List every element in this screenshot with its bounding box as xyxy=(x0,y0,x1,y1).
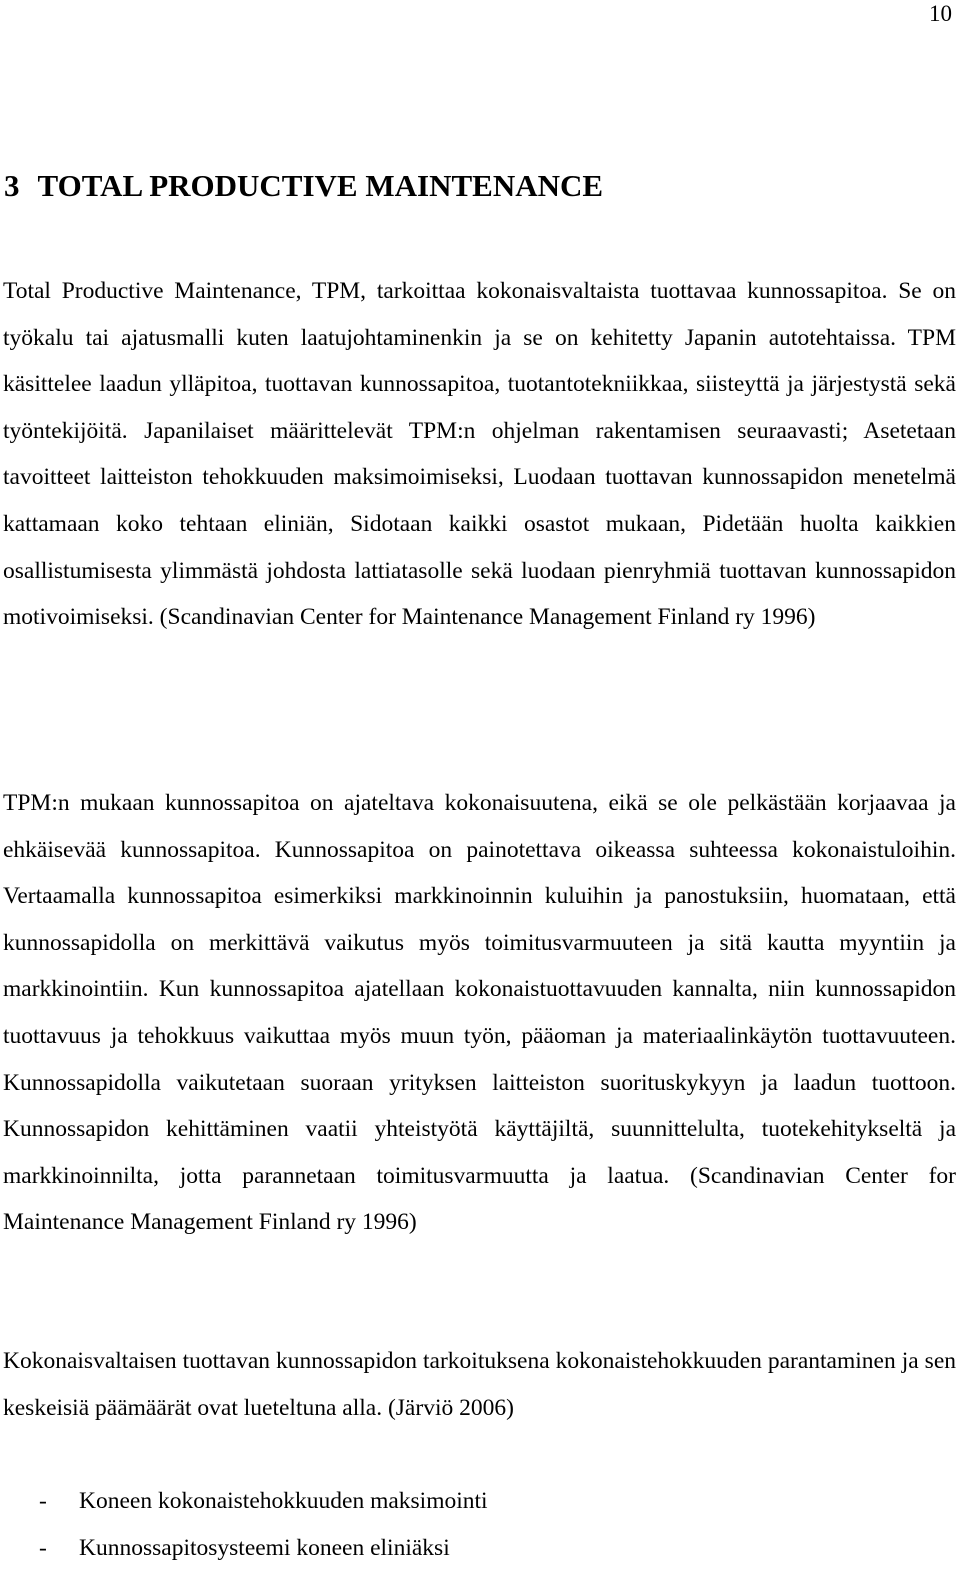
paragraph-maintenance-productivity: TPM:n mukaan kunnossapitoa on ajateltava kokonaisuutena, eikä se ole pelkästään korjaavaa ja ehkäisevää kunnossapitoa. Kunnossapitoa on painotettava oikeassa suhteessa kokonaistuloihin. Vertaamalla kunnossapitoa esimerkiksi markkinoinnin kuluihin ja panostuksiin, huomataan, että kunnossapidolla on merkittävä vaikutus myös toimitusvarmuuteen ja sitä kautta myyntiin ja markkinointiin. Kun kunnossapitoa ajatellaan kokonaistuottavuuden kannalta, niin kunnossapidon tuottavuus ja tehokkuus vaikuttaa myös muun työn, pääoman ja materiaalinkäytön tuottavuuteen. Kunnossapidolla vaikutetaan suoraan yrityksen laitteiston suorituskykyyn ja laadun tuottoon. Kunnossapidon kehittäminen vaatii yhteistyötä käyttäjiltä, suunnittelulta, tuotekehitykseltä ja markkinoinnilta, jotta parannetaan toimitusvarmuutta ja laatua. (Scandinavian Center for Maintenance Management Finland ry 1996) xyxy=(3,790,956,1236)
paragraph-goals-intro: Kokonaisvaltaisen tuottavan kunnossapidon tarkoituksena kokonaistehokkuuden parantaminen ja sen keskeisiä päämäärät ovat lueteltuna alla. (Järviö 2006) xyxy=(3,1348,956,1421)
list-bullet: - xyxy=(39,1534,47,1561)
section-number: 3 xyxy=(4,168,20,203)
page-number: 10 xyxy=(929,1,952,26)
paragraph-intro: Total Productive Maintenance, TPM, tarkoittaa kokonaisvaltaista tuottavaa kunnossapitoa. Se on työkalu tai ajatusmalli kuten laatujohtaminenkin ja se on kehitetty Japanin autotehtaissa. TPM käsittelee laadun ylläpitoa, tuottavan kunnossapitoa, tuotantotekniikkaa, siisteyttä ja järjestystä sekä työntekijöitä. Japanilaiset määrittelevät TPM:n ohjelman rakentamisen seuraavasti; Asetetaan tavoitteet laitteiston tehokkuuden maksimoimiseksi, Luodaan tuottavan kunnossapidon menetelmä kattamaan koko tehtaan eliniän, Sidotaan kaikki osastot mukaan, Pidetään huolta kaikkien osallistumisesta ylimmästä johdosta lattiatasolle sekä luodaan pienryhmiä tuottavan kunnossapidon motivoimiseksi. (Scandinavian Center for Maintenance Management Finland ry 1996) xyxy=(3,278,956,631)
list-item xyxy=(3,1525,488,1571)
list-item-text: Kunnossapitosysteemi koneen eliniäksi xyxy=(79,1534,450,1561)
list-bullet: - xyxy=(39,1488,47,1514)
goals-list xyxy=(3,1478,488,1571)
list-item xyxy=(3,1478,488,1525)
list-item-text: Koneen kokonaistehokkuuden maksimointi xyxy=(79,1488,488,1514)
section-title: TOTAL PRODUCTIVE MAINTENANCE xyxy=(37,168,604,203)
section-heading xyxy=(4,166,603,206)
